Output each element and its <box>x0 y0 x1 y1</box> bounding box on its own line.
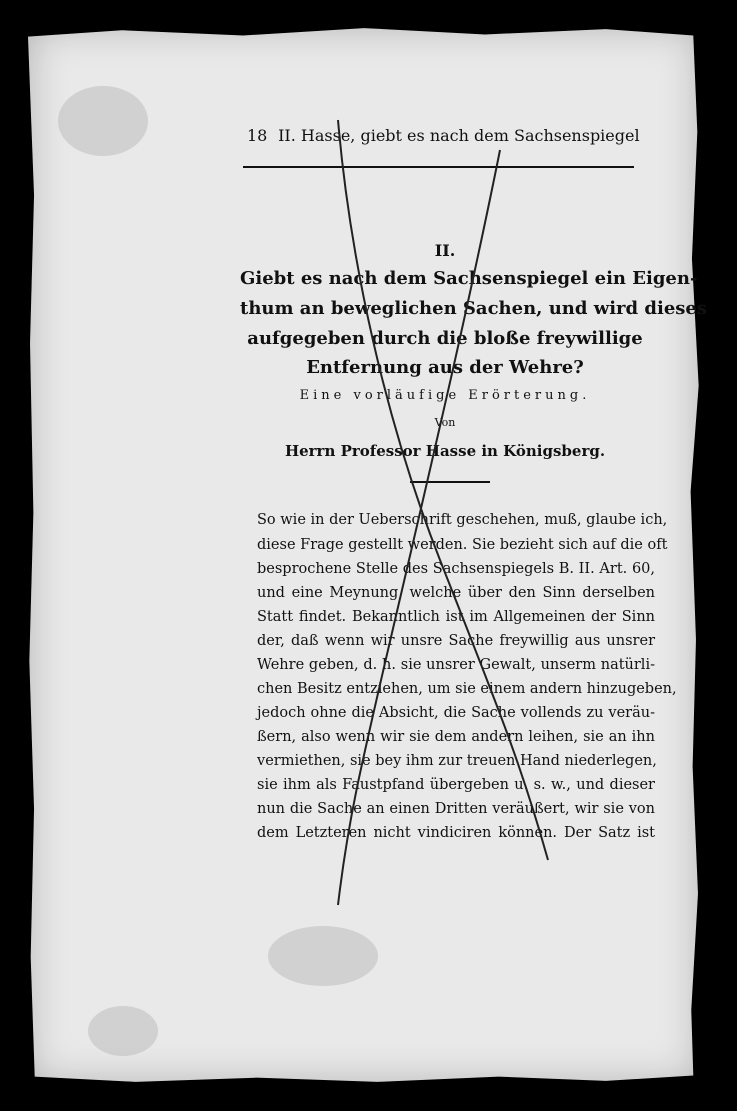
title-line: thum an beweglichen Sachen, und wird dieses <box>240 298 707 319</box>
body-line: sie ihm als Faustpfand übergeben u. s. w., und dieser <box>257 777 655 793</box>
body-line: diese Frage gestellt werden. Sie bezieht sich auf die oft <box>257 537 668 553</box>
body-line: und eine Meynung, welche über den Sinn derselben <box>257 585 655 601</box>
paper-page <box>28 26 707 1084</box>
body-line: So wie in der Ueberschrift geschehen, muß, glaube ich, <box>257 512 668 528</box>
body-line: Statt findet. Bekanntlich ist im Allgemeinen der Sinn <box>257 609 655 625</box>
page-number: 18 <box>247 126 268 145</box>
byline-von: Von <box>434 416 456 429</box>
body-line: nun die Sache an einen Dritten veräußert, wir sie von <box>257 801 655 817</box>
section-number: II. <box>434 241 456 260</box>
running-title: II. Hasse, giebt es nach dem Sachsenspiegel <box>278 126 640 145</box>
body-line: Wehre geben, d. h. sie unsrer Gewalt, unserm natürli- <box>257 657 655 673</box>
title-line: Entfernung aus der Wehre? <box>306 357 584 378</box>
paper-stain <box>58 86 148 156</box>
title-line: Giebt es nach dem Sachsenspiegel ein Eigen- <box>240 268 698 289</box>
paper-stain <box>88 1006 158 1056</box>
author-line: Herrn Professor Hasse in Königsberg. <box>284 442 606 460</box>
body-line: dem Letzteren nicht vindiciren können. Der Satz ist <box>257 825 655 841</box>
body-line: vermiethen, sie bey ihm zur treuen Hand niederlegen, <box>257 753 657 769</box>
subtitle: Eine vorläufige Erörterung. <box>299 388 591 403</box>
section-divider <box>410 481 490 483</box>
body-line: der, daß wenn wir unsre Sache freywillig aus unsrer <box>257 633 655 649</box>
paper-stain <box>268 926 378 986</box>
title-line: aufgegeben durch die bloße freywillige <box>247 328 643 349</box>
header-rule <box>243 166 634 168</box>
body-line: besprochene Stelle des Sachsenspiegels B. II. Art. 60, <box>257 561 655 577</box>
running-header <box>247 126 640 145</box>
body-line: chen Besitz entziehen, um sie einem andern hinzugeben, <box>257 681 677 697</box>
body-line: jedoch ohne die Absicht, die Sache vollends zu veräu- <box>257 705 655 721</box>
body-line: ßern, also wenn wir sie dem andern leihen, sie an ihn <box>257 729 655 745</box>
